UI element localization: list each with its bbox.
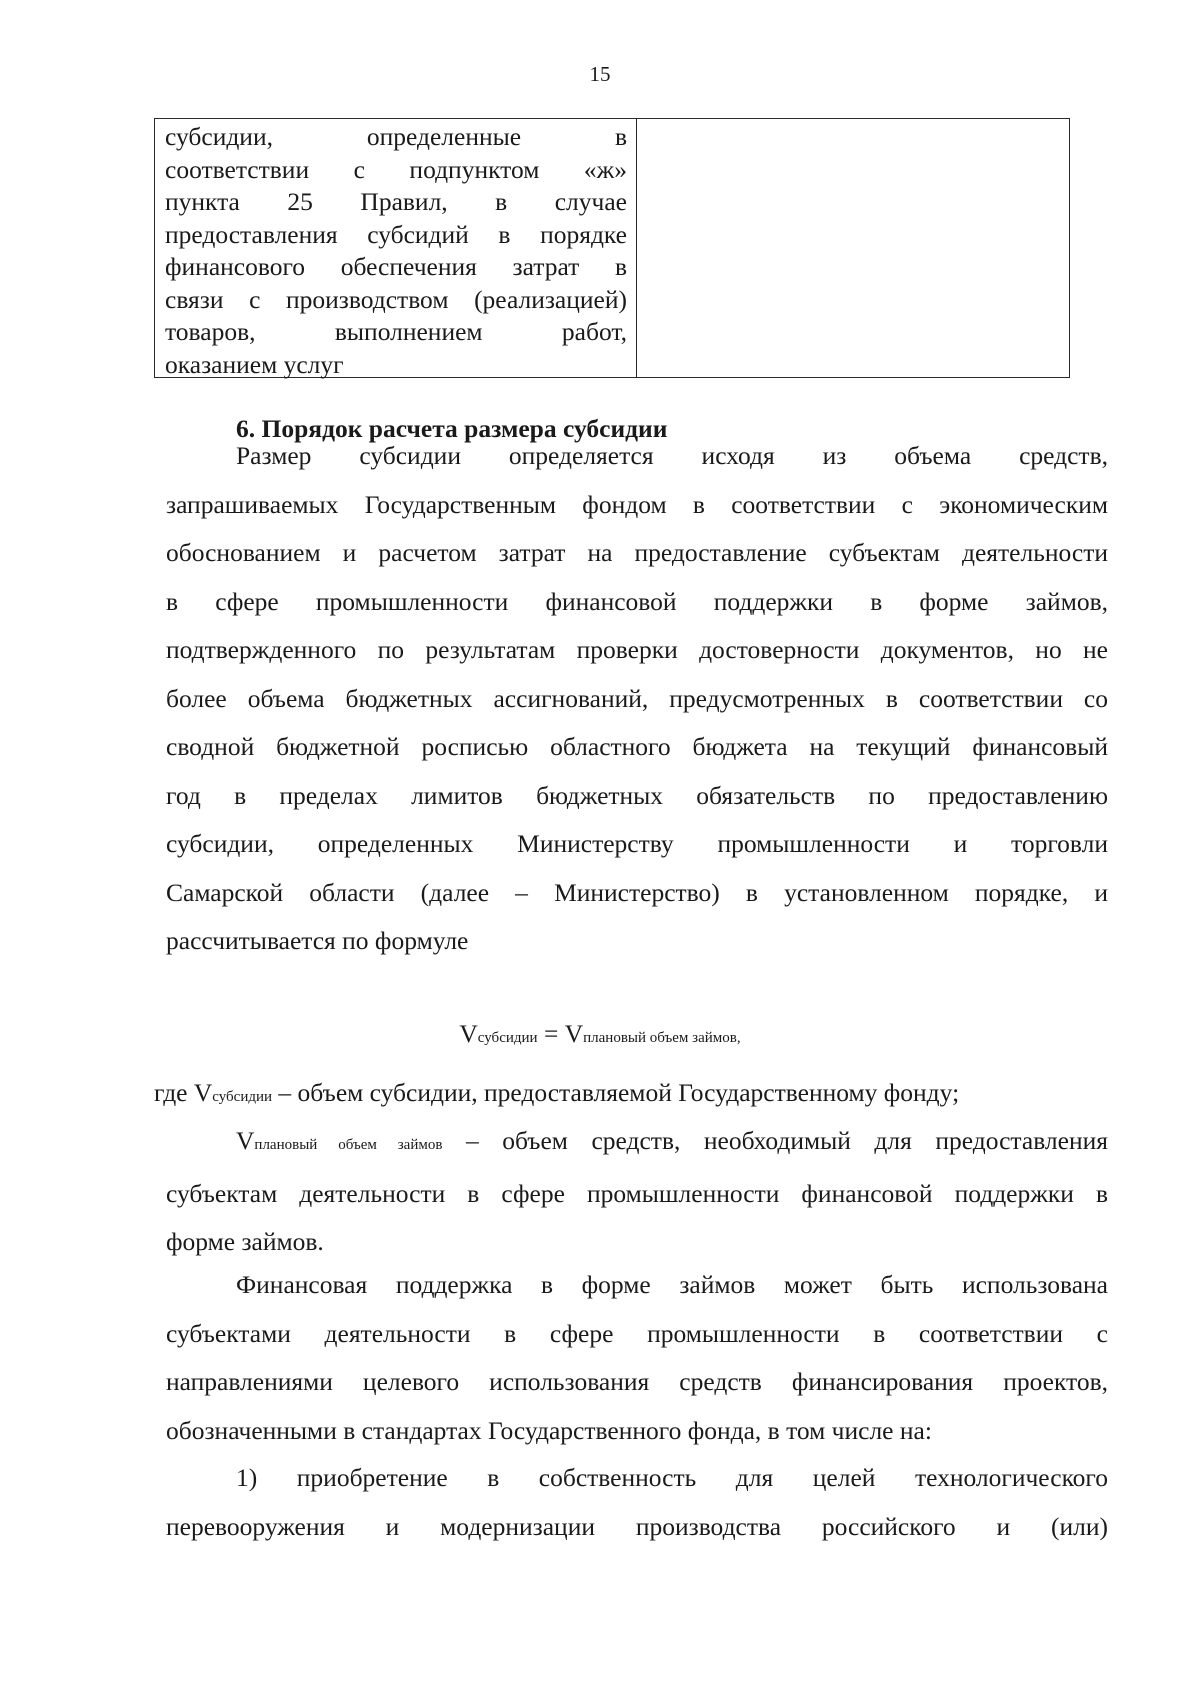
table-cell-line: финансового обеспечения затрат в bbox=[165, 252, 627, 281]
paragraph-line: более объема бюджетных ассигнований, предусмотренных в соответствии со bbox=[166, 683, 1108, 713]
definition-line: форме займов. bbox=[166, 1227, 324, 1256]
paragraph-line: Финансовая поддержка в форме займов может быть использована bbox=[236, 1270, 1108, 1299]
table-cell-line: пункта 25 Правил, в случае bbox=[165, 187, 627, 216]
paragraph-line: сводной бюджетной росписью областного бюджета на текущий финансовый bbox=[166, 732, 1108, 761]
formula-end: , bbox=[736, 1030, 741, 1046]
paragraph-line: в сфере промышленности финансовой поддержки в форме займов, bbox=[166, 586, 1108, 616]
table-cell-line: оказанием услуг bbox=[165, 349, 344, 379]
paragraph-line: год в пределах лимитов бюджетных обязательств по предоставлению bbox=[166, 780, 1108, 810]
definition-prefix: где V bbox=[154, 1078, 213, 1107]
formula bbox=[0, 1019, 1200, 1049]
paragraph-line: Самарской области (далее – Министерство) в установленном порядке, и bbox=[166, 877, 1108, 907]
paragraph-line: 1) приобретение в собственность для целей технологического bbox=[236, 1463, 1108, 1492]
paragraph-line: обозначенными в стандартах Государственного фонда, в том числе на: bbox=[166, 1415, 932, 1445]
definition-text: – объем субсидии, предоставляемой Государственному фонду; bbox=[272, 1078, 960, 1107]
table bbox=[154, 118, 1070, 378]
formula-v: V bbox=[459, 1019, 478, 1048]
table-cell-line: субсидии, определенные в bbox=[165, 122, 627, 151]
definition-subsidy bbox=[154, 1069, 1096, 1122]
paragraph-line: субсидии, определенных Министерству промышленности и торговли bbox=[166, 829, 1108, 858]
paragraph-line: перевооружения и модернизации производства российского и (или) bbox=[166, 1511, 1108, 1541]
section-heading: 6. Порядок расчета размера субсидии bbox=[236, 414, 668, 443]
table-cell-line: соответствии с подпунктом «ж» bbox=[165, 154, 627, 184]
table-column-divider bbox=[636, 119, 637, 377]
paragraph-subsidy-size bbox=[166, 432, 1108, 966]
table-cell bbox=[165, 121, 627, 381]
formula-v: V bbox=[564, 1019, 584, 1048]
paragraph-line: рассчитывается по формуле bbox=[166, 926, 469, 955]
definition-subscript: плановый объем займов bbox=[254, 1137, 443, 1153]
definition-text: – объем средств, необходимый для предоставления bbox=[442, 1126, 1108, 1155]
definition-v: V bbox=[236, 1126, 255, 1155]
paragraph-line: обоснованием и расчетом затрат на предоставление субъектам деятельности bbox=[166, 538, 1108, 567]
formula-subscript-subsidy: субсидии bbox=[477, 1030, 538, 1046]
table-cell-line: предоставления субсидий в порядке bbox=[165, 219, 627, 249]
paragraph-line: запрашиваемых Государственным фондом в соответствии с экономическим bbox=[166, 489, 1108, 519]
definition-planned-loans bbox=[166, 1117, 1108, 1267]
formula-subscript-planned-loans: плановый объем займов bbox=[583, 1030, 737, 1046]
paragraph-financial-support bbox=[166, 1261, 1108, 1455]
page-number: 15 bbox=[589, 62, 611, 86]
table-cell-line: товаров, выполнением работ, bbox=[165, 317, 627, 346]
paragraph-list-item-1 bbox=[166, 1454, 1108, 1551]
table-cell-line: связи с производством (реализацией) bbox=[165, 284, 627, 314]
definition-subscript: субсидии bbox=[212, 1089, 273, 1105]
paragraph-line: подтвержденного по результатам проверки достоверности документов, но не bbox=[166, 635, 1108, 664]
definition-line bbox=[166, 1117, 1108, 1170]
definition-line bbox=[154, 1069, 1096, 1122]
paragraph-line: направлениями целевого использования средств финансирования проектов, bbox=[166, 1367, 1108, 1396]
paragraph-line: Размер субсидии определяется исходя из объема средств, bbox=[236, 441, 1108, 470]
paragraph-line: субъектами деятельности в сфере промышленности в соответствии с bbox=[166, 1318, 1108, 1348]
formula-equals: = bbox=[537, 1019, 565, 1048]
definition-line: субъектам деятельности в сфере промышленности финансовой поддержки в bbox=[166, 1178, 1108, 1208]
